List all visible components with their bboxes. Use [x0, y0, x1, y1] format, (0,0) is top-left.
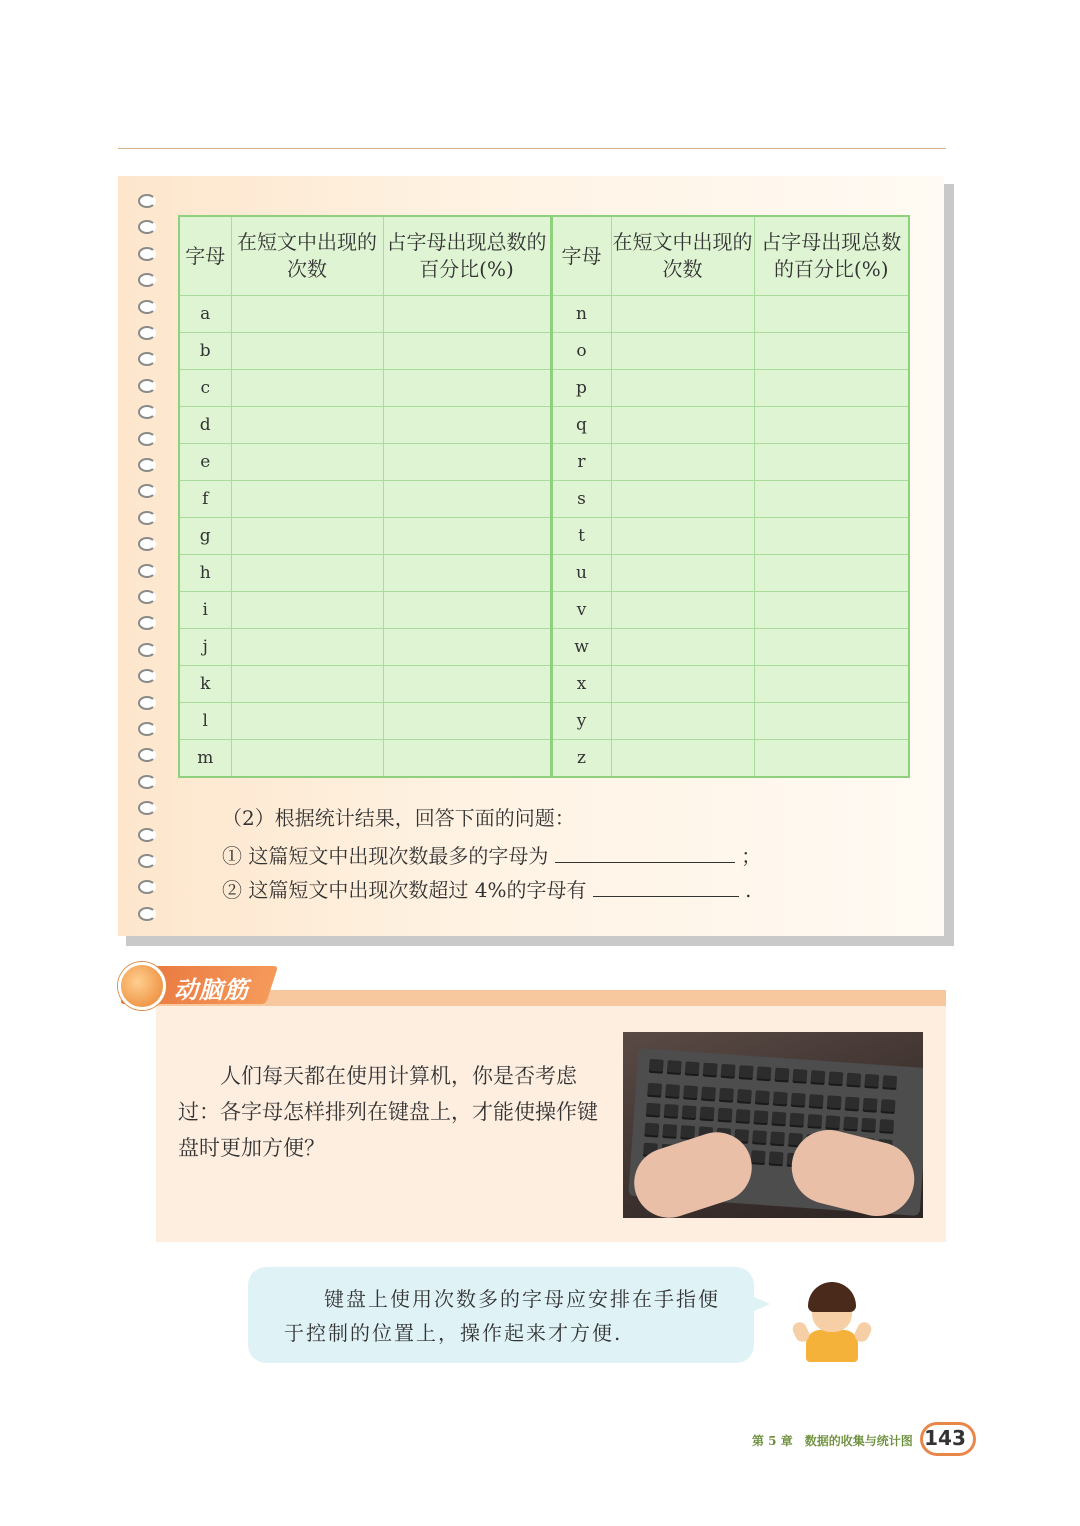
letter-cell: d: [179, 407, 231, 444]
table-row: [179, 370, 909, 407]
header-count-left: 在短文中出现的次数: [231, 216, 383, 296]
table-row: [179, 518, 909, 555]
count-cell[interactable]: [611, 370, 754, 407]
letter-cell: x: [551, 666, 611, 703]
letter-cell: u: [551, 555, 611, 592]
table-row: [179, 296, 909, 333]
percent-cell[interactable]: [754, 592, 909, 629]
letter-cell: i: [179, 592, 231, 629]
binding-ring: [138, 854, 156, 868]
letter-cell: t: [551, 518, 611, 555]
binding-ring: [138, 300, 156, 314]
chapter-title: 数据的收集与统计图: [804, 1434, 913, 1448]
percent-cell[interactable]: [383, 592, 551, 629]
binding-ring: [138, 511, 156, 525]
table-row: [179, 592, 909, 629]
header-letter-left: 字母: [179, 216, 231, 296]
letter-cell: o: [551, 333, 611, 370]
count-cell[interactable]: [231, 370, 383, 407]
think-question-text: 人们每天都在使用计算机，你是否考虑过：各字母怎样排列在键盘上，才能使操作键盘时更加方便？: [178, 1064, 598, 1160]
percent-cell[interactable]: [754, 555, 909, 592]
binding-ring: [138, 247, 156, 261]
letter-cell: j: [179, 629, 231, 666]
count-cell[interactable]: [231, 740, 383, 778]
boy-hair: [808, 1282, 856, 1312]
gear-icon: [118, 962, 166, 1010]
letter-cell: v: [551, 592, 611, 629]
letter-cell: k: [179, 666, 231, 703]
think-question: [178, 1058, 598, 1166]
percent-cell[interactable]: [383, 333, 551, 370]
keyboard-photo: [623, 1032, 923, 1218]
boy-body: [806, 1330, 858, 1362]
letter-cell: m: [179, 740, 231, 778]
percent-cell[interactable]: [754, 629, 909, 666]
table-row: [179, 666, 909, 703]
percent-cell[interactable]: [383, 666, 551, 703]
binding-ring: [138, 643, 156, 657]
count-cell[interactable]: [611, 296, 754, 333]
letter-cell: y: [551, 703, 611, 740]
count-cell[interactable]: [231, 407, 383, 444]
table-header-row: [179, 216, 909, 296]
question-intro: （2）根据统计结果，回答下面的问题：: [222, 806, 575, 830]
count-cell[interactable]: [611, 555, 754, 592]
binding-ring: [138, 775, 156, 789]
letter-cell: z: [551, 740, 611, 778]
answer-blank-1[interactable]: [555, 842, 735, 863]
percent-cell[interactable]: [383, 555, 551, 592]
count-cell[interactable]: [231, 703, 383, 740]
letter-cell: q: [551, 407, 611, 444]
percent-cell[interactable]: [383, 629, 551, 666]
question-1-end: ；: [741, 844, 762, 868]
table-row: [179, 740, 909, 778]
page-number: 143: [924, 1426, 966, 1450]
letter-cell: c: [179, 370, 231, 407]
letter-cell: r: [551, 444, 611, 481]
count-cell[interactable]: [231, 296, 383, 333]
answer-blank-2[interactable]: [593, 876, 739, 897]
count-cell[interactable]: [611, 666, 754, 703]
binding-ring: [138, 326, 156, 340]
count-cell[interactable]: [611, 444, 754, 481]
question-1-text: ① 这篇短文中出现次数最多的字母为: [222, 844, 549, 868]
binding-ring: [138, 722, 156, 736]
percent-cell[interactable]: [383, 370, 551, 407]
header-letter-right: 字母: [551, 216, 611, 296]
letter-cell: s: [551, 481, 611, 518]
percent-cell[interactable]: [754, 333, 909, 370]
table-row: [179, 444, 909, 481]
speech-bubble-tail: [748, 1294, 770, 1314]
letter-cell: n: [551, 296, 611, 333]
letter-cell: g: [179, 518, 231, 555]
percent-cell[interactable]: [383, 407, 551, 444]
footer-chapter: [752, 1432, 925, 1449]
binding-ring: [138, 696, 156, 710]
count-cell[interactable]: [611, 592, 754, 629]
percent-cell[interactable]: [754, 370, 909, 407]
question-2-end: .: [745, 878, 752, 902]
binding-ring: [138, 590, 156, 604]
percent-cell[interactable]: [383, 703, 551, 740]
percent-cell[interactable]: [383, 481, 551, 518]
chapter-number: 第 5 章: [752, 1434, 793, 1448]
table-row: [179, 481, 909, 518]
letter-cell: w: [551, 629, 611, 666]
count-cell[interactable]: [231, 518, 383, 555]
table-row: [179, 629, 909, 666]
count-cell[interactable]: [611, 481, 754, 518]
header-count-right: 在短文中出现的次数: [611, 216, 754, 296]
letter-cell: f: [179, 481, 231, 518]
table-row: [179, 333, 909, 370]
count-cell[interactable]: [611, 703, 754, 740]
percent-cell[interactable]: [754, 703, 909, 740]
count-cell[interactable]: [231, 481, 383, 518]
question-2: [222, 874, 752, 903]
hint-text: 键盘上使用次数多的字母应安排在手指便于控制的位置上，操作起来才方便.: [284, 1287, 720, 1345]
count-cell[interactable]: [611, 407, 754, 444]
binding-ring: [138, 564, 156, 578]
letter-cell: h: [179, 555, 231, 592]
letter-cell: p: [551, 370, 611, 407]
table-row: [179, 407, 909, 444]
percent-cell[interactable]: [754, 407, 909, 444]
count-cell[interactable]: [611, 518, 754, 555]
header-percent-left: 占字母出现总数的百分比(%): [383, 216, 551, 296]
question-2-text: ② 这篇短文中出现次数超过 4%的字母有: [222, 878, 587, 902]
top-rule: [118, 148, 946, 149]
count-cell[interactable]: [231, 629, 383, 666]
percent-cell[interactable]: [754, 666, 909, 703]
percent-cell[interactable]: [754, 296, 909, 333]
letter-cell: l: [179, 703, 231, 740]
table-row: [179, 555, 909, 592]
binding-ring: [138, 907, 156, 921]
question-1: [222, 840, 761, 869]
letter-cell: b: [179, 333, 231, 370]
binding-ring: [138, 194, 156, 208]
percent-cell[interactable]: [754, 481, 909, 518]
percent-cell[interactable]: [383, 444, 551, 481]
speech-bubble-text: [284, 1282, 734, 1350]
header-percent-right: 占字母出现总数的百分比(%): [754, 216, 909, 296]
count-cell[interactable]: [611, 629, 754, 666]
binding-ring: [138, 379, 156, 393]
think-title: 动脑筋: [174, 976, 249, 1004]
count-cell[interactable]: [611, 333, 754, 370]
percent-cell[interactable]: [754, 518, 909, 555]
count-cell[interactable]: [231, 333, 383, 370]
table-row: [179, 703, 909, 740]
binding-ring: [138, 458, 156, 472]
count-cell[interactable]: [231, 592, 383, 629]
count-cell[interactable]: [231, 666, 383, 703]
count-cell[interactable]: [231, 444, 383, 481]
percent-cell[interactable]: [383, 740, 551, 778]
count-cell[interactable]: [611, 740, 754, 778]
count-cell[interactable]: [231, 555, 383, 592]
binding-ring: [138, 828, 156, 842]
percent-cell[interactable]: [383, 518, 551, 555]
letter-frequency-table: [178, 215, 910, 778]
letter-cell: a: [179, 296, 231, 333]
percent-cell[interactable]: [754, 444, 909, 481]
letter-cell: e: [179, 444, 231, 481]
binding-ring: [138, 432, 156, 446]
percent-cell[interactable]: [383, 296, 551, 333]
percent-cell[interactable]: [754, 740, 909, 778]
